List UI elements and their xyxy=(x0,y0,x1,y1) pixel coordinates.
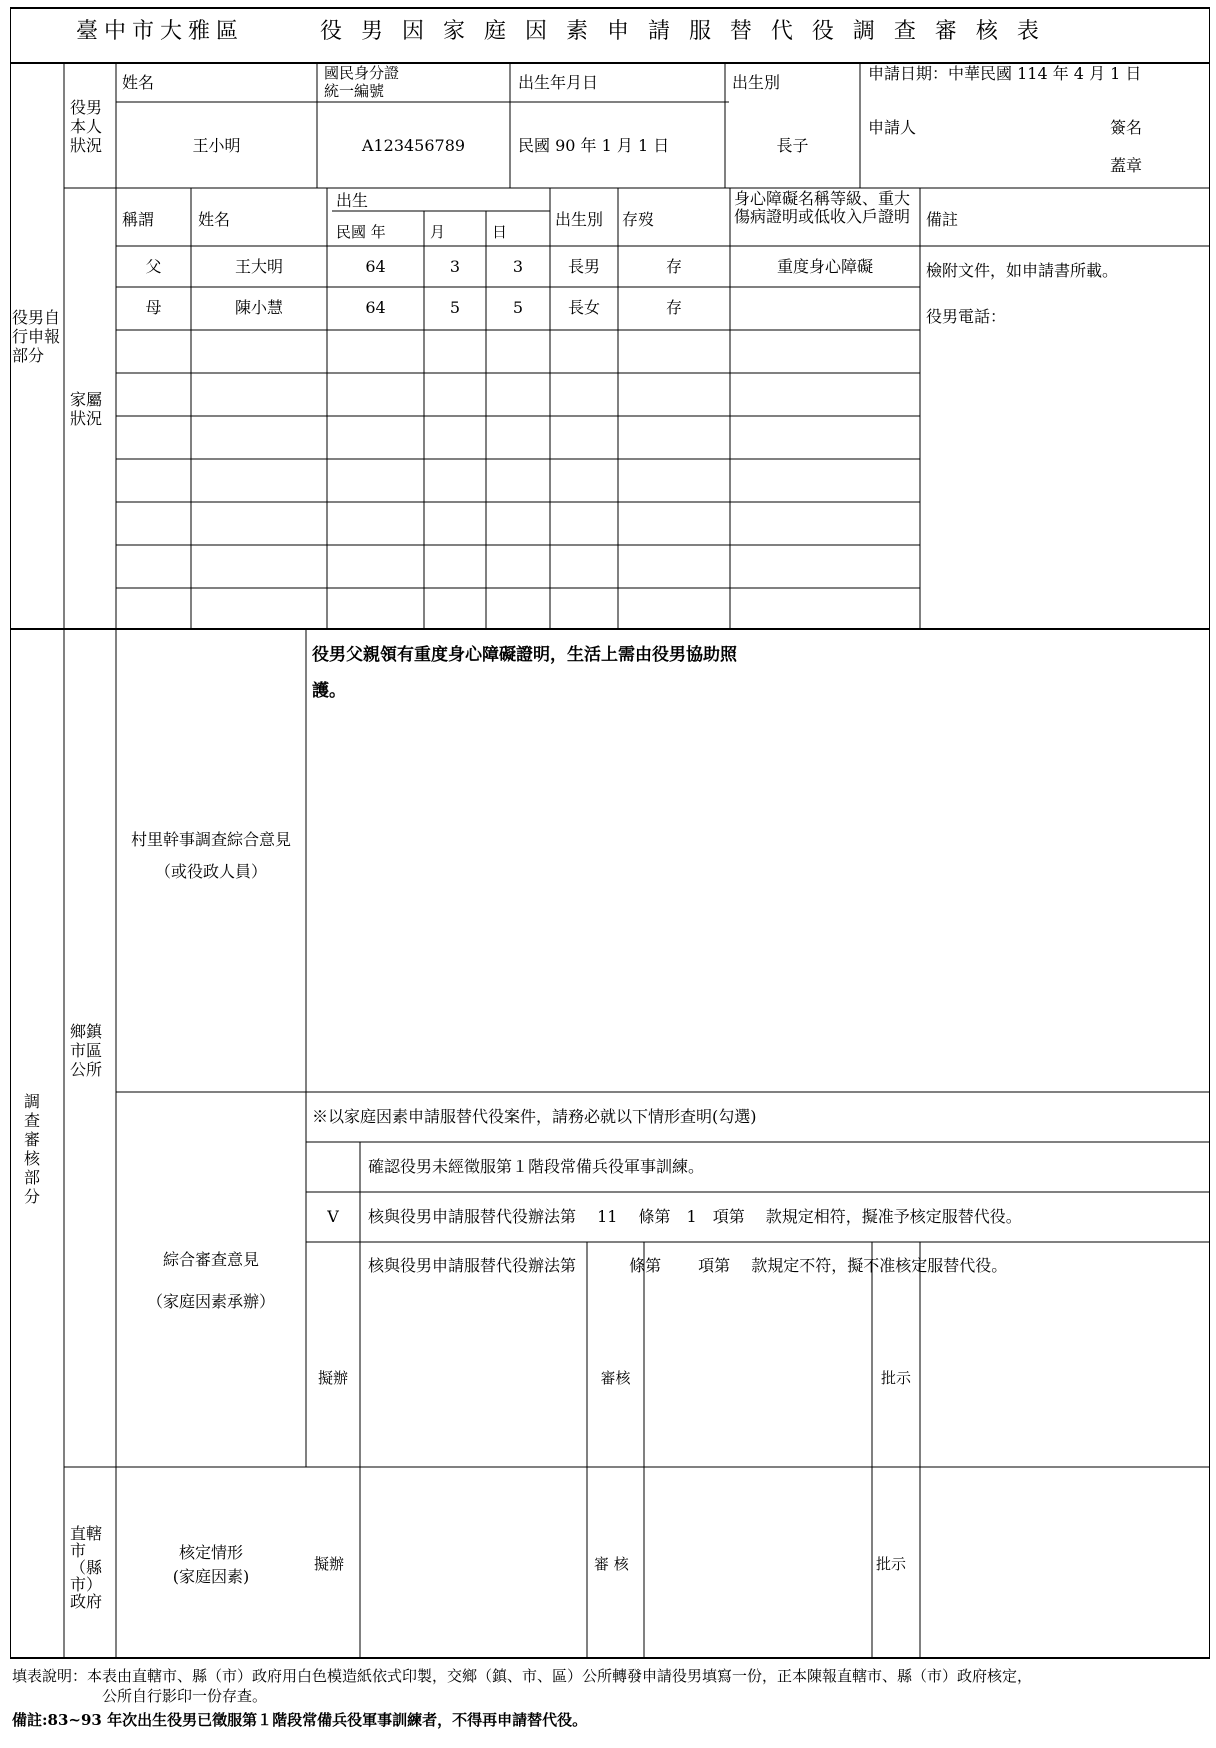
row1-alive[interactable]: 存 xyxy=(665,257,682,276)
row1-year[interactable]: 64 xyxy=(365,257,386,276)
col-name-header: 姓名 xyxy=(198,210,231,229)
county-review-label: 審 核 xyxy=(594,1555,629,1573)
approval-status-label: 核定情形 xyxy=(178,1543,243,1562)
id-label-line2: 統一編號 xyxy=(324,82,385,100)
county-approve-box[interactable] xyxy=(921,1468,1209,1657)
county-draft-box[interactable] xyxy=(361,1468,586,1657)
draft-signature-box[interactable] xyxy=(361,1293,586,1466)
county-draft-label: 擬辦 xyxy=(314,1555,345,1573)
check1-text: 確認役男未經徵服第１階段常備兵役軍事訓練。 xyxy=(368,1157,705,1176)
gender-value[interactable]: 長子 xyxy=(776,136,809,155)
row1-disability[interactable]: 重度身心障礙 xyxy=(776,257,873,276)
township-office-label: 鄉鎮市區公所 xyxy=(70,1022,103,1079)
remark-phone[interactable]: 役男電話： xyxy=(926,307,1007,326)
birth-label: 出生年月日 xyxy=(518,73,599,92)
personal-group-label: 役男本人狀況 xyxy=(70,98,103,155)
remark-attachments: 檢附文件，如申請書所載。 xyxy=(926,261,1119,280)
form-page xyxy=(10,0,1210,1748)
village-opinion-label: 村里幹事調查綜合意見 xyxy=(130,830,291,849)
name-label: 姓名 xyxy=(122,73,155,92)
approve-label: 批示 xyxy=(880,1369,911,1387)
county-review-box[interactable] xyxy=(645,1468,871,1657)
row2-title[interactable]: 母 xyxy=(145,298,162,317)
col-day-header: 日 xyxy=(492,223,508,241)
family-empty-rows[interactable] xyxy=(116,330,920,629)
col-remarks-header: 備註 xyxy=(926,210,959,229)
comprehensive-opinion-sublabel: （家庭因素承辦） xyxy=(146,1292,275,1311)
applicant-name-value[interactable]: 王小明 xyxy=(192,136,241,155)
apply-date: 申請日期：中華民國 114 年 4 月 1 日 xyxy=(868,64,1142,83)
row2-day[interactable]: 5 xyxy=(512,298,524,317)
id-label-line1: 國民身分證 xyxy=(324,64,400,82)
id-number-value[interactable]: A123456789 xyxy=(361,136,466,155)
check2-text: 核與役男申請服替代役辦法第 11 條第 1 項第 款規定相符，擬准予核定服替代役。 xyxy=(368,1207,1022,1226)
village-opinion-line2[interactable]: 護。 xyxy=(312,681,346,701)
comprehensive-opinion-label: 綜合審查意見 xyxy=(162,1250,259,1269)
review-notice: ※以家庭因素申請服替代役案件，請務必就以下情形查明(勾選) xyxy=(312,1107,757,1126)
row1-gender[interactable]: 長男 xyxy=(567,257,600,276)
col-gender-header: 出生別 xyxy=(555,210,604,229)
row2-name[interactable]: 陳小慧 xyxy=(234,298,283,317)
row2-gender[interactable]: 長女 xyxy=(567,298,600,317)
review-signature-box[interactable] xyxy=(645,1293,871,1466)
review-section-label: 調查審核部分 xyxy=(24,1092,41,1206)
draft-label: 擬辦 xyxy=(317,1369,348,1387)
check3-text: 核與役男申請服替代役辦法第 條第 項第 款規定不符，擬不准核定服替代役。 xyxy=(368,1256,1008,1275)
col-month-header: 月 xyxy=(430,223,446,241)
row2-month[interactable]: 5 xyxy=(449,298,461,317)
footer-note: 備註:83~93 年次出生役男已徵服第１階段常備兵役軍事訓練者，不得再申請替代役。 xyxy=(12,1711,588,1729)
instructions-line2: 公所自行影印一份存查。 xyxy=(102,1687,268,1705)
seal-label: 蓋章 xyxy=(1110,156,1143,175)
review-label: 審核 xyxy=(600,1369,631,1387)
sign-label: 簽名 xyxy=(1110,118,1143,137)
village-opinion-line1[interactable]: 役男父親領有重度身心障礙證明，生活上需由役男協助照 xyxy=(312,645,737,665)
family-group-label: 家屬狀況 xyxy=(70,390,103,428)
approve-signature-box[interactable] xyxy=(921,1293,1209,1466)
col-disability-header: 身心障礙名稱等級、重大傷病證明或低收入戶證明 xyxy=(734,189,911,226)
row1-month[interactable]: 3 xyxy=(449,257,461,276)
col-alive-header: 存歿 xyxy=(622,210,655,229)
row1-day[interactable]: 3 xyxy=(512,257,524,276)
district-name: 臺中市大雅區 xyxy=(76,19,245,44)
county-government-label: 直轄市（縣市）政府 xyxy=(70,1524,103,1611)
self-report-section-label: 役男自行申報部分 xyxy=(12,308,61,365)
col-title-header: 稱謂 xyxy=(122,210,155,229)
village-opinion-sublabel: （或役政人員） xyxy=(154,862,267,881)
row1-name[interactable]: 王大明 xyxy=(234,257,283,276)
approval-status-sublabel: (家庭因素) xyxy=(172,1567,250,1586)
applicant-label: 申請人 xyxy=(868,118,917,137)
col-year-header: 民國 年 xyxy=(336,223,386,241)
county-approve-label: 批示 xyxy=(876,1555,907,1573)
row2-year[interactable]: 64 xyxy=(365,298,386,317)
form-title: 役 男 因 家 庭 因 素 申 請 服 替 代 役 調 查 審 核 表 xyxy=(320,19,1045,44)
gender-label: 出生別 xyxy=(732,73,781,92)
row1-title[interactable]: 父 xyxy=(145,257,162,276)
row2-alive[interactable]: 存 xyxy=(665,298,682,317)
col-birth-header: 出生 xyxy=(336,191,369,210)
check2-mark[interactable]: V xyxy=(327,1207,339,1226)
birth-value[interactable]: 民國 90 年 1 月 1 日 xyxy=(518,136,670,155)
instructions-line1: 填表說明：本表由直轄市、縣（市）政府用白色模造紙依式印製，交鄉（鎮、市、區）公所轉發申請役男填寫一份，正本陳報直轄市、縣（市）政府核定， xyxy=(12,1667,1033,1685)
